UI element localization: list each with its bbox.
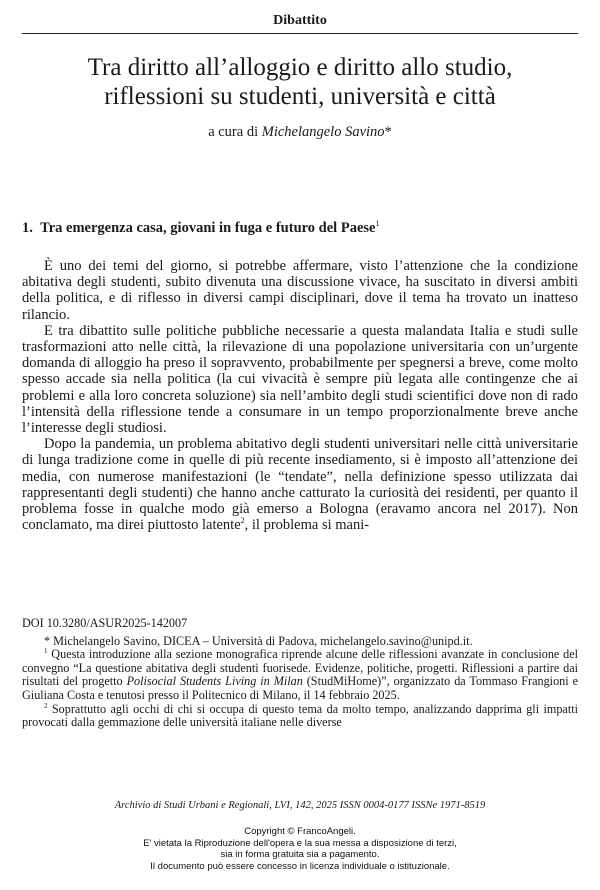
header-rule — [22, 33, 578, 34]
author-name: Michelangelo Savino — [261, 124, 385, 140]
footnote-2-mark: 2 — [44, 701, 48, 710]
paragraph-2: E tra dibattito sulle politiche pubbliche necessarie a questa malandata Italia e studi sulle trasformazioni atto nelle città, la rilevazione di una popolazione universitaria con un’urgente domanda di alloggio ha preso il sopravvento, probabilmente per spegnersi a breve, come molto spesso accade sia nella politica (la cui vivacità è sempre più legata alle contingenze che ai problemi e alla loro concreta soluzione) sia nell’ambito degli studi scientifici dove non di rado l’intensità della riflessione tende a consumare in un tempo proporzionalmente breve anche l’interesse degli studiosi. — [22, 322, 578, 437]
paragraph-3 — [22, 436, 578, 533]
footnote-1-text-a: Questa introduzione alla sezione monografica riprende alcune delle riflessioni avanzate in conclusione del convegno “La questione abitativa degli studenti fuorisede. Evidenze, politiche, progetti. Riflessioni a partire dai risultati del progetto — [22, 647, 578, 689]
section-title: Tra emergenza casa, giovani in fuga e futuro del Paese — [40, 220, 376, 236]
title-line-2: riflessioni su studenti, università e città — [104, 83, 496, 110]
section-label: Dibattito — [273, 13, 327, 28]
author-prefix: a cura di — [208, 124, 262, 140]
copyright-line-4: Il documento può essere concesso in licenza individuale o istituzionale. — [150, 860, 450, 872]
copyright-line-1: Copyright © FrancoAngeli. — [244, 826, 356, 837]
copyright-line-3: sia in forma gratuita sia a pagamento. — [220, 849, 380, 860]
footnote-2 — [22, 703, 578, 730]
paragraph-3-text-b: , il problema si mani- — [244, 517, 370, 534]
copyright-line-2: E' vietata la Riproduzione dell'opera e la sua messa a disposizione di terzi, — [143, 837, 457, 849]
footnote-1-text-b: (StudMiHome)”, organizzato da Tommaso Frangioni e Giuliana Costa e tenutosi presso il Politecnico di Milano, il 14 febbraio 2025. — [22, 674, 578, 702]
article-title — [22, 53, 578, 111]
footnote-1-mark: 1 — [44, 647, 48, 656]
paragraph-3-text-a: Dopo la pandemia, un problema abitativo degli studenti universitari nelle città universitarie di lunga tradizione come in quelle di più recente insediamento, si è imposto all’attenzione dei media, con numerose manifestazioni (le “tendate”, nella definizione spesso utilizzata dai rappresentanti degli studenti) che hanno anche catturato la curiosità dei residenti, per quanto il problema fosse in qualche modo già emerso a Bologna (eravamo ancora nel 2017). Non conclamato, ma direi piuttosto latente — [22, 436, 578, 534]
author-line — [22, 124, 578, 141]
title-line-1: Tra diritto all’alloggio e diritto allo studio, — [87, 54, 513, 81]
author-affiliation-note — [22, 635, 578, 649]
footnotes — [22, 617, 578, 730]
section-heading — [22, 219, 578, 237]
copyright-notice — [22, 826, 578, 872]
affiliation-mark: * — [44, 633, 51, 648]
footnote-ref-1[interactable]: 1 — [375, 219, 380, 228]
paragraph-1: È uno dei temi del giorno, si potrebbe affermare, visto l’attenzione che la condizione abitativa degli studenti, subito divenuta una discussione vivace, ha suscitato in diversi ambiti della politica, e di riflesso in diversi campi disciplinari, dove il tema ha trovato un inatteso rilancio. — [22, 258, 578, 323]
doi: DOI 10.3280/ASUR2025-142007 — [22, 616, 188, 630]
article-body — [22, 258, 578, 533]
footnote-2-text: Soprattutto agli occhi di chi si occupa di questo tema da molto tempo, analizzando dapprima gli impatti provocati dalla gemmazione delle università italiane nelle diverse — [22, 701, 578, 730]
journal-citation: Archivio di Studi Urbani e Regionali, LVI, 142, 2025 ISSN 0004-0177 ISSNe 1971-8519 — [114, 800, 486, 811]
footnote-1 — [22, 648, 578, 702]
footnote-1-project-name: Polisocial Students Living in Milan — [126, 674, 303, 689]
footnote-ref-2[interactable]: 2 — [240, 516, 245, 526]
author-mark: * — [384, 124, 392, 140]
section-number: 1. — [22, 220, 33, 236]
affiliation-text: Michelangelo Savino, DICEA – Università di Padova, michelangelo.savino@unipd.it. — [53, 633, 473, 648]
